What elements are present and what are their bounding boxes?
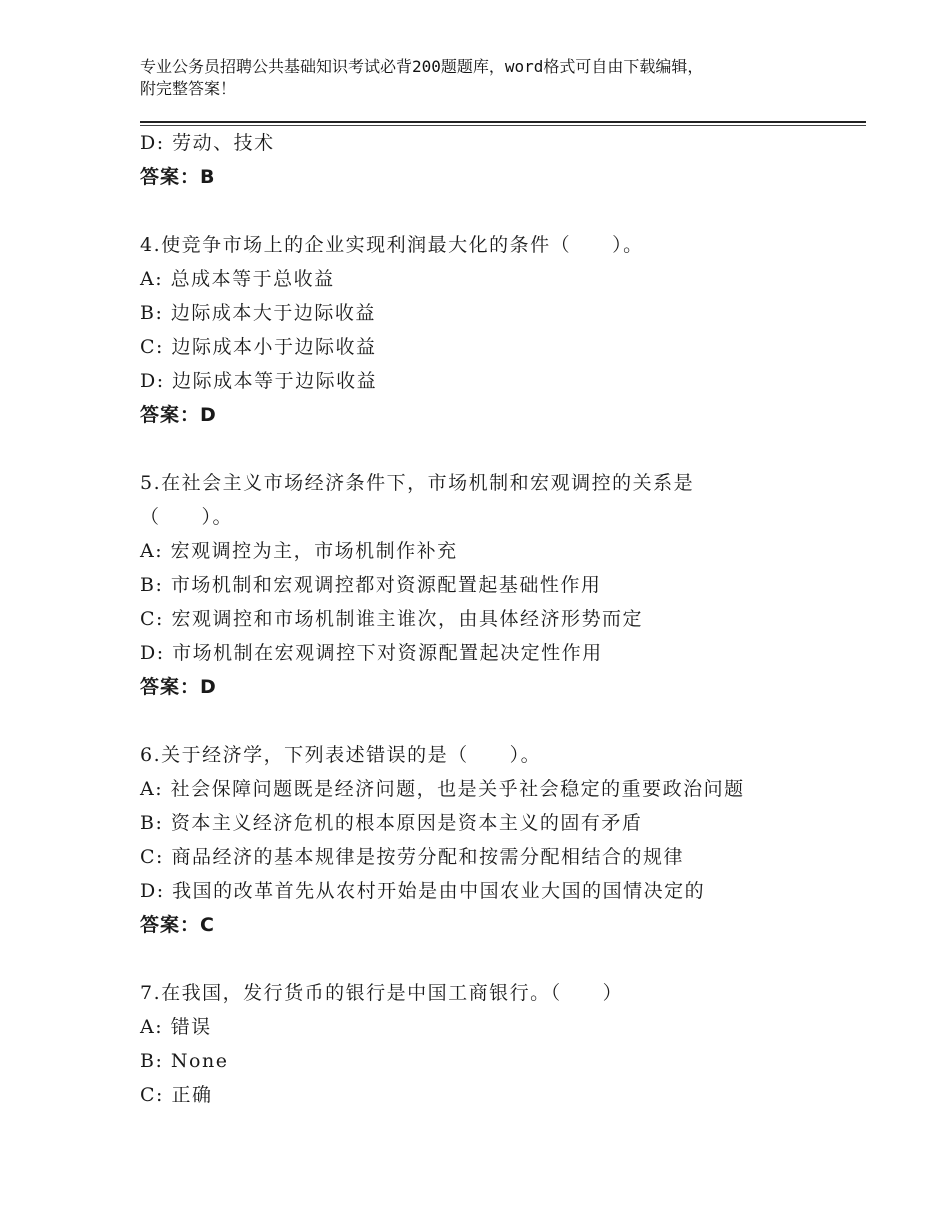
q5-option-d: D: 市场机制在宏观调控下对资源配置起决定性作用 bbox=[140, 642, 603, 664]
question-5 bbox=[140, 466, 860, 704]
q4-option-c: C: 边际成本小于边际收益 bbox=[140, 336, 377, 358]
header-line-2: 附完整答案！ bbox=[140, 79, 237, 98]
q4-option-b: B: 边际成本大于边际收益 bbox=[140, 302, 376, 324]
question-3 bbox=[140, 126, 860, 194]
q5-option-a: A: 宏观调控为主，市场机制作补充 bbox=[140, 540, 458, 562]
page-header bbox=[140, 56, 840, 100]
q5-option-b: B: 市场机制和宏观调控都对资源配置起基础性作用 bbox=[140, 574, 602, 596]
q4-stem: 4.使竞争市场上的企业实现利润最大化的条件（ ）。 bbox=[140, 234, 644, 256]
header-rule-thick bbox=[140, 121, 866, 123]
q7-stem: 7.在我国，发行货币的银行是中国工商银行。（ ） bbox=[140, 982, 624, 1004]
q6-answer: 答案：C bbox=[140, 914, 215, 936]
q5-stem-line-1: 5.在社会主义市场经济条件下，市场机制和宏观调控的关系是 bbox=[140, 472, 695, 494]
q4-option-a: A: 总成本等于总收益 bbox=[140, 268, 335, 290]
question-7 bbox=[140, 976, 860, 1112]
spacer bbox=[140, 704, 860, 738]
q7-option-b: B: None bbox=[140, 1050, 229, 1072]
q5-option-c: C: 宏观调控和市场机制谁主谁次，由具体经济形势而定 bbox=[140, 608, 643, 630]
q6-stem: 6.关于经济学，下列表述错误的是（ ）。 bbox=[140, 744, 542, 766]
q3-option-d: D: 劳动、技术 bbox=[140, 132, 275, 154]
q6-option-c: C: 商品经济的基本规律是按劳分配和按需分配相结合的规律 bbox=[140, 846, 684, 868]
q4-answer: 答案：D bbox=[140, 404, 217, 426]
question-6 bbox=[140, 738, 860, 942]
spacer bbox=[140, 942, 860, 976]
q7-option-a: A: 错误 bbox=[140, 1016, 212, 1038]
q6-option-b: B: 资本主义经济危机的根本原因是资本主义的固有矛盾 bbox=[140, 812, 643, 834]
header-line-1: 专业公务员招聘公共基础知识考试必背200题题库，word格式可自由下载编辑， bbox=[140, 57, 704, 76]
q5-stem-line-2: （ ）。 bbox=[140, 506, 234, 528]
q3-answer: 答案：B bbox=[140, 166, 216, 188]
q6-option-a: A: 社会保障问题既是经济问题，也是关乎社会稳定的重要政治问题 bbox=[140, 778, 745, 800]
q4-option-d: D: 边际成本等于边际收益 bbox=[140, 370, 378, 392]
q5-answer: 答案：D bbox=[140, 676, 217, 698]
q6-option-d: D: 我国的改革首先从农村开始是由中国农业大国的国情决定的 bbox=[140, 880, 706, 902]
q7-option-c: C: 正确 bbox=[140, 1084, 213, 1106]
spacer bbox=[140, 194, 860, 228]
spacer bbox=[140, 432, 860, 466]
question-4 bbox=[140, 228, 860, 432]
document-body bbox=[140, 126, 860, 1112]
